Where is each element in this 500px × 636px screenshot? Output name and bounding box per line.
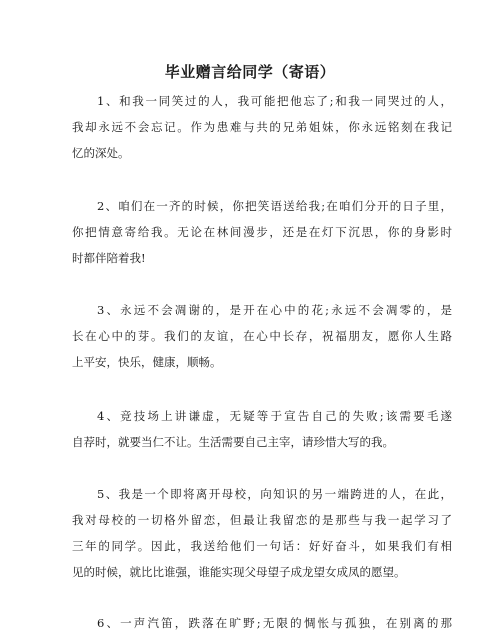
paragraph-2 bbox=[72, 193, 452, 271]
paragraph-line: 见的时候，就比比谁强，谁能实现父母望子成龙望女成凤的愿望。 bbox=[72, 565, 406, 579]
paragraph-line: 忆的深处。 bbox=[72, 146, 130, 160]
paragraph-line: 自荐时，就要当仁不让。生活需要自己主宰，请珍惜大写的我。 bbox=[72, 435, 394, 449]
paragraph-line: 我对母校的一切格外留恋，但最让我留恋的是那些与我一起学习了 bbox=[72, 513, 452, 527]
paragraph-line: 6、一声汽笛，跌落在旷野;无限的惆怅与孤独，在别离的那 bbox=[97, 616, 452, 630]
paragraph-1 bbox=[72, 88, 452, 166]
paragraph-line: 1、和我一同笑过的人，我可能把他忘了;和我一同哭过的人， bbox=[97, 94, 452, 108]
paragraph-3 bbox=[72, 297, 452, 375]
paragraph-line: 2、咱们在一齐的时候，你把笑语送给我;在咱们分开的日子里， bbox=[97, 199, 452, 213]
paragraph-6 bbox=[72, 610, 452, 636]
paragraph-4 bbox=[72, 403, 452, 455]
paragraph-line: 上平安，快乐，健康，顺畅。 bbox=[72, 355, 222, 369]
paragraph-line: 长在心中的芽。我们的友谊，在心中长存，祝福朋友，愿你人生路 bbox=[72, 329, 452, 343]
paragraph-line: 时都伴陪着我! bbox=[72, 251, 146, 265]
paragraph-line: 你把情意寄给我。无论在林间漫步，还是在灯下沉思，你的身影时 bbox=[72, 225, 452, 239]
paragraph-line: 三年的同学。因此，我送给他们一句话：好好奋斗，如果我们有相 bbox=[72, 539, 452, 553]
paragraph-line: 4、竞技场上讲谦虚，无疑等于宣告自己的失败;该需要毛遂 bbox=[97, 409, 452, 423]
paragraph-line: 5、我是一个即将离开母校，向知识的另一端跨进的人，在此， bbox=[97, 487, 452, 501]
document-title: 毕业赠言给同学（寄语） bbox=[164, 63, 336, 81]
paragraph-line: 我却永远不会忘记。作为患难与共的兄弟姐妹，你永远铭刻在我记 bbox=[72, 120, 452, 134]
paragraph-line: 3、永远不会凋谢的，是开在心中的花;永远不会凋零的，是 bbox=[97, 303, 452, 317]
paragraph-5 bbox=[72, 481, 452, 585]
